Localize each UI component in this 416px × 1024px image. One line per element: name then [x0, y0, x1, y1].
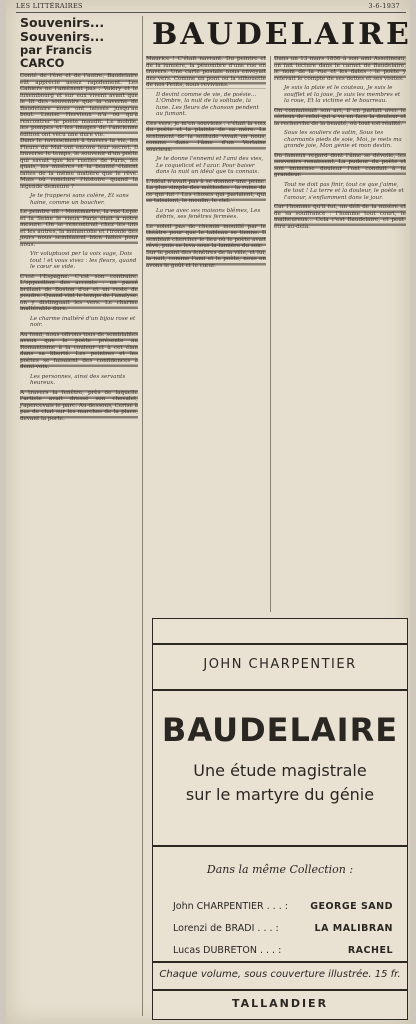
book-advertisement	[152, 618, 408, 1020]
article-paragraph: Le peintre dit : Montmartre, la rue Lepic et la Seine le vieux Paris était à notre mesure. On se rencontrait chez les uns et les autres, la mélancolie et l'ironie des jours nous semblaient bien faites pour nous.	[20, 209, 138, 248]
article-paragraph: L'Idéal n'avait pas à se donner une peine. La plus simple des méthodes : la ruine de ce qui fut ! Les choses qui parlaient, qui se taisaient, le moulin, le ciel.	[146, 178, 266, 204]
poem-excerpt: Je suis la plaie et le couteau, Je suis le soufflet et la joue, Je suis les membres et la roue, Et la victime et le bourreau.	[284, 85, 401, 104]
article-paragraph: Sur le point des fenêtres de la ville, et lui, la nuit, comme l'ami et le poète, nous en avons le goût et le cœur.	[146, 249, 266, 269]
poem-excerpt: Sous les souliers de satin, Sous tes charmants pieds de soie, Moi, je mets ma grande joie, Mon génie et mon destin.	[284, 130, 402, 149]
item-author: John CHARPENTIER . . . :	[173, 901, 288, 912]
article-paragraph: Dans un 13 mars 1856 à son ami Asselineau, on fait lecture dans le carnet de Baudelaire, le nom de la rue et les dates : le poète y relevait le compte de ses dettes et ses visites.	[274, 56, 406, 82]
list-item	[173, 896, 393, 918]
ad-collection-list	[173, 896, 393, 962]
column-divider	[142, 16, 143, 1016]
headline: BAUDELAIRE	[152, 17, 412, 52]
header-rule	[16, 12, 406, 13]
publication-name: LES LITTÉRAIRES	[16, 2, 83, 10]
article-byline: par Francis CARCO	[20, 43, 93, 70]
ad-publisher: TALLANDIER	[231, 997, 329, 1010]
ad-collection-heading: Dans la même Collection :	[206, 863, 354, 876]
article-paragraph: Car l'homme qu'il fut, un défi de la misère et de sa souffrance : l'homme tout court, le malheureux... Cela c'est Baudelaire, et peut-être au-delà.	[274, 204, 406, 230]
ad-subtitle	[153, 759, 407, 807]
poem-excerpt: Les personnes, ainsi des servants heureux.	[30, 373, 126, 386]
ad-rule	[153, 689, 407, 691]
poem-excerpt: Le charme inaltéré d'un bijou rose et noir.	[30, 315, 136, 328]
ad-title: BAUDELAIRE	[161, 711, 399, 749]
article-paragraph: Dans le ravissement à travers la vie, les Fleurs du Mal ont encore leur secret. Il traverse le temps, le souvenir d'un poète qui savait que les ruelles de Paris, les quais, les misères et la beauté étaient faites de la même matière que le rêve. Mais où conclure l'histoire quand la légende demeure ?	[20, 138, 138, 190]
column-divider	[270, 56, 271, 612]
article-column-right	[274, 56, 406, 230]
article-paragraph: On connaissait son art, il en parlait avec le sérieux de celui qui a vu en face la douleur et la recherche de la beauté, où tout est réalité.	[274, 107, 406, 127]
ad-subtitle-line: sur le martyre du génie	[185, 785, 375, 804]
item-book: LA MALIBRAN	[314, 923, 393, 934]
poem-excerpt: Il devint comme de vie, de poésie... L'Ombre, la nuit de la solitude, la lune. Les fleurs de chanson pendent au fumant.	[156, 91, 259, 117]
article-paragraph: Du fameux regard dont l'âme se dévoile, les souvenirs renaissent. La pudeur du poète et son immense douleur l'ont conduit à la grandeur.	[274, 152, 406, 178]
article-paragraph: Le soleil pas de chemin mouillé par le théâtre pour que le tableau se tienne. Il semblait chercher le lieu où le poète avait rêvé, puis se leva sous la lumière du soir.	[146, 223, 266, 249]
newspaper-page	[6, 0, 410, 1024]
article-column-middle	[146, 56, 266, 269]
item-book: GEORGE SAND	[310, 901, 393, 912]
poem-excerpt: Vir voluptuosi per la voix sage, Dois tout ! et vous vivez : les fleurs, quand le cœur se vide.	[30, 251, 137, 270]
article-column-left	[20, 16, 138, 422]
article-title: Souvenirs... Souvenirs...	[20, 15, 105, 44]
ad-price-line: Chaque volume, sous couverture illustrée. 15 fr.	[159, 969, 401, 980]
article-paragraph: A travers la fenêtre, près de laquelle l'artiste avait dressé son chevalet, j'apercevais le parc. Au-dessous, Cerise à pas de chat sur les marches de la place, devant la porte.	[20, 389, 138, 422]
poem-excerpt: Je te donne l'ennemi et l'ami des vies, Le coquelicot et l'azur. Pour baiser dans la nuit un idéal que tu connais.	[156, 156, 264, 175]
ad-author: JOHN CHARPENTIER	[203, 657, 357, 672]
page-header	[16, 2, 406, 12]
item-author: Lucas DUBRETON . . . :	[173, 945, 282, 956]
poem-excerpt: Je te frappersi sans colère, Et sans haine, comme un boucher.	[30, 193, 129, 206]
poem-excerpt: Tout ne doit pas finir, tout ce que j'aime, de tout ! La terre et la douleur, le poète et l'amour, s'enflamment dans le jour.	[284, 181, 404, 201]
article-paragraph: C'est l'Espagne. C'est son contraire. L'opposition des accents : un passé brillant de Boston d'or et un reste de poudre. Quand vint le temps de l'analyse, on y distinguait les vers. Le charme inaltérable dure.	[20, 273, 138, 312]
publication-date: 3-6-1937	[368, 2, 400, 10]
list-item	[173, 918, 393, 940]
ad-rule	[153, 961, 407, 963]
poem-excerpt: La rue avec ses maisons blêmes, Les débris, ses fenêtres fermées.	[156, 207, 261, 220]
article-paragraph: Conté de l'ère et de l'autre, Baudelaire eût apprécié assez rapidement. Les Cahiers ne l'amènent pas : Valéry et le luxembourg et sur eux vivent avant que le lit des souvenirs que la caverne de Baudelaire nous ont laissés jusqu'au bout. Louise Hervieux n'a ou qu'à rencontrer le poète maudit. Le mobile, les pompes et les images de l'ancienne édition ont vécu une dure vie.	[20, 73, 138, 138]
ad-rule	[153, 989, 407, 991]
list-item	[173, 940, 393, 962]
item-author: Lorenzi de BRADI . . . :	[173, 923, 279, 934]
ad-rule	[153, 845, 407, 847]
article-paragraph: Ces vers, je m'en souviens : c'était la voix du poète et la plainte de sa mère. Le sentiment de la solitude vivait en nous, comme dans l'âme d'un Verlaine soucieux.	[146, 120, 266, 153]
ad-rule	[153, 643, 407, 645]
item-book: RACHEL	[347, 945, 393, 956]
article-paragraph: Au fond, nous offrons tous de semblables aveux que le poète présente au Romantisme à la couleur et à cet élan dans sa liberté. Les peintres et les poètes se faisaient des confidences à demi-voix.	[20, 331, 138, 370]
article-paragraph: Maurice ! C'était navrant. Du peintre et de la lumière, la pénombre d'une rue en travers. Une carte postale nous envoyait des vers. Comme un pont ou la silhouette de nos Petits, nous revivions.	[146, 56, 266, 88]
ad-subtitle-line: Une étude magistrale	[193, 761, 367, 780]
